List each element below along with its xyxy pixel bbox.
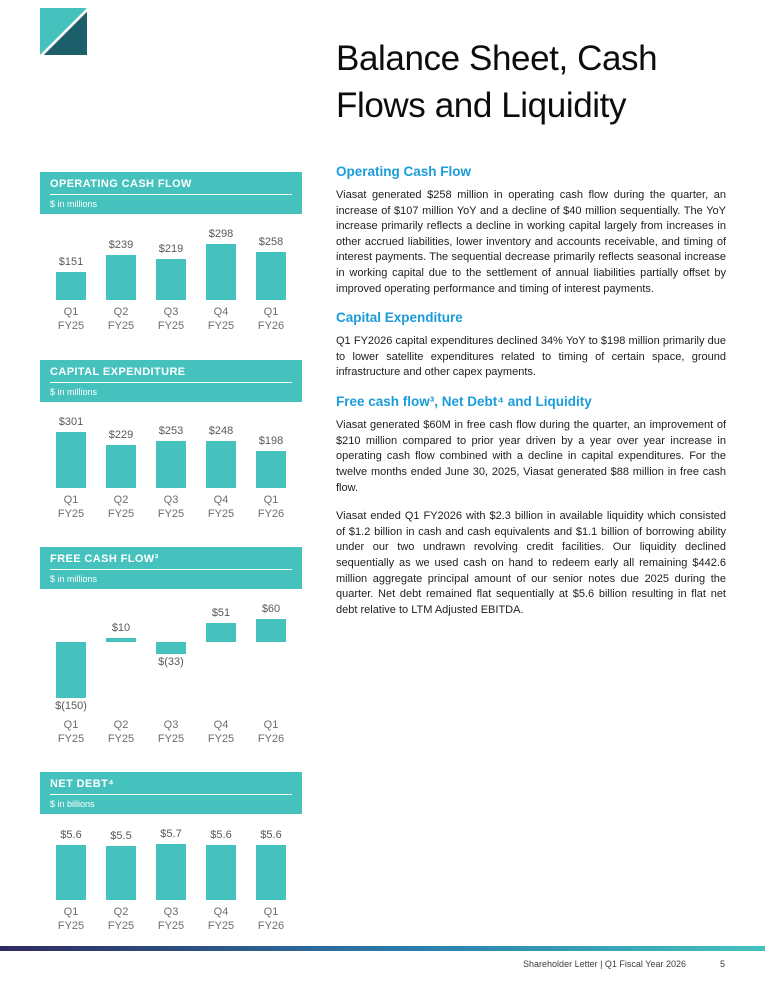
paragraph-liquidity: Viasat ended Q1 FY2026 with $2.3 billion in available liquidity which consisted of $1.2 billion in cash and cash equivalents and $1.1 billion of borrowing ability under our two undrawn revolving credit facilities. Our liquidity declined sequentially as we used cash on hand to redeem early all remaining $442.6 million aggregate principal amount of our senior notes due 2025 during the quarter. Net debt remained flat sequentially at $5.6 billion resulting in flat net debt relative to LTM Adjusted EBITDA. (336, 510, 726, 616)
bar (256, 845, 286, 900)
bar-value-label: $60 (261, 603, 281, 616)
bar-value-label: $5.6 (260, 829, 282, 842)
x-axis-label: Q3 FY25 (157, 906, 185, 933)
x-axis-label: Q3 FY25 (157, 718, 185, 745)
bar-area (246, 228, 296, 300)
bar-area (196, 228, 246, 300)
bar-value-label: $248 (208, 425, 234, 438)
bar-column (46, 828, 96, 934)
bar (206, 441, 236, 487)
chart-plot (40, 416, 302, 522)
bar (156, 844, 186, 900)
footer-gradient-bar (0, 946, 765, 951)
chart-subtitle: $ in millions (50, 199, 98, 209)
chart-subtitle: $ in millions (50, 386, 98, 397)
bar-column (246, 416, 296, 522)
bar-column (146, 228, 196, 334)
bar-value-label: $239 (108, 239, 134, 252)
bar-area (196, 828, 246, 900)
bar-area (46, 228, 96, 300)
bar-column (46, 228, 96, 334)
bar (56, 432, 86, 488)
x-axis-label: Q4 FY25 (207, 718, 235, 745)
paragraph-capital-expenditure: Q1 FY2026 capital expenditures declined 34% YoY to $198 million primarily due to lower satellite expenditures related to timing of certain space, ground infrastructure and other capex payments. (336, 335, 726, 379)
bar-area (96, 228, 146, 300)
bar (56, 845, 86, 900)
chart-plot (40, 828, 302, 934)
bar (206, 244, 236, 300)
bar-value-label: $5.6 (60, 829, 82, 842)
chart-header (40, 547, 302, 589)
bar (206, 623, 236, 642)
bar-area (46, 603, 96, 712)
x-axis-label: Q1 FY26 (257, 306, 285, 333)
bar-column (46, 416, 96, 522)
chart-1 (40, 172, 302, 334)
bar (106, 445, 136, 488)
chart-title-underline (50, 569, 292, 570)
footer (523, 959, 725, 969)
bar-column (196, 416, 246, 522)
bar-column (96, 228, 146, 334)
bar-value-label: $298 (208, 228, 234, 240)
bar (106, 846, 136, 900)
bar (156, 441, 186, 488)
bar-column (246, 603, 296, 746)
bar (156, 259, 186, 300)
bar-column (246, 828, 296, 934)
x-axis-label: Q1 FY25 (57, 306, 85, 333)
chart-title: OPERATING CASH FLOW (50, 178, 192, 190)
bar-value-label: $151 (58, 255, 84, 268)
bar-area (196, 603, 246, 712)
x-axis-label: Q4 FY25 (207, 493, 235, 520)
chart-title-underline (50, 194, 292, 195)
page-title: Balance Sheet, Cash Flows and Liquidity (336, 39, 658, 125)
chart-subtitle: $ in billions (50, 799, 95, 810)
chart-title: NET DEBT⁴ (50, 778, 115, 791)
page-number: 5 (719, 959, 725, 969)
x-axis-label: Q1 FY25 (57, 906, 85, 933)
x-axis-label: Q3 FY25 (157, 306, 185, 333)
bar-area (146, 228, 196, 300)
bar-value-label: $301 (58, 415, 84, 428)
chart-title: CAPITAL EXPENDITURE (50, 365, 186, 378)
bar-column (196, 228, 246, 334)
footer-text: Shareholder Letter | Q1 Fiscal Year 2026 (523, 959, 686, 969)
bar-column (246, 228, 296, 334)
x-axis-label: Q1 FY26 (257, 906, 285, 933)
chart-plot (40, 228, 302, 334)
bar-area (146, 603, 196, 712)
bar-value-label: $229 (108, 429, 134, 441)
bar-value-label: $5.6 (210, 829, 232, 842)
bar-area (196, 416, 246, 488)
x-axis-label: Q2 FY25 (107, 718, 135, 745)
bar-column (46, 603, 96, 746)
bar-area (46, 828, 96, 900)
bar-value-label: $5.5 (110, 830, 132, 843)
bar-value-label: $258 (258, 235, 284, 248)
bar-value-label: $5.7 (160, 828, 182, 841)
chart-title-underline (50, 794, 292, 795)
bar-column (96, 828, 146, 934)
bar-value-label: $51 (211, 606, 231, 619)
paragraph-operating-cash-flow: Viasat generated $258 million in operating cash flow during the quarter, an increase of $107 million YoY and a decline of $40 million sequentially. The YoY increase primarily reflects a decline in working capital largely from increases in other accrued liabilities, lower inventory and accounts receivable, and timing of interest payments. The sequential decrease primarily reflects seasonal increase in working capital due to the settlement of annual liabilities partially offset by improved operating performance and timing of interest payments. (336, 189, 726, 295)
bar-area (246, 603, 296, 712)
bar-area (146, 828, 196, 900)
bar (156, 642, 186, 654)
bar (106, 638, 136, 642)
bar-column (146, 603, 196, 746)
bar-area (246, 416, 296, 488)
bar-area (96, 416, 146, 488)
section-heading-operating-cash-flow: Operating Cash Flow (336, 164, 472, 179)
bar-area (96, 828, 146, 900)
paragraph-free-cash-flow: Viasat generated $60M in free cash flow during the quarter, an improvement of $210 million compared to prior year driven by a year over year increase in operating cash flow combined with a decline in capital expenditures. For the twelve months ended June 30, 2025, Viasat generated $88 million in free cash flow. (336, 419, 726, 494)
bar-column (96, 603, 146, 746)
bar-area (146, 416, 196, 488)
section-heading-capital-expenditure: Capital Expenditure (336, 310, 463, 326)
bar (206, 845, 236, 900)
bar (256, 619, 286, 641)
x-axis-label: Q1 FY25 (57, 493, 85, 520)
chart-plot (40, 603, 302, 746)
chart-subtitle: $ in millions (50, 574, 98, 585)
bar (256, 451, 286, 488)
content-column (336, 158, 726, 631)
chart-header (40, 772, 302, 814)
bar-area (246, 828, 296, 900)
bar-column (196, 828, 246, 934)
bar-value-label: $219 (158, 242, 184, 255)
bar (56, 272, 86, 300)
x-axis-label: Q1 FY25 (57, 718, 85, 745)
bar-value-label: $253 (158, 424, 184, 437)
bar (56, 642, 86, 698)
bar-area (46, 416, 96, 488)
section-heading-fcf-netdebt-liquidity: Free cash flow³, Net Debt⁴ and Liquidity (336, 394, 592, 410)
bar-value-label: $(33) (158, 655, 184, 668)
x-axis-label: Q3 FY25 (157, 493, 185, 520)
bar-value-label: $(150) (55, 699, 87, 712)
x-axis-label: Q4 FY25 (207, 906, 235, 933)
chart-3 (40, 547, 302, 746)
bar-column (96, 416, 146, 522)
x-axis-label: Q2 FY25 (107, 906, 135, 933)
bar (106, 255, 136, 300)
viasat-logo (40, 8, 87, 55)
chart-4 (40, 772, 302, 934)
bar-value-label: $198 (258, 434, 284, 447)
x-axis-label: Q1 FY26 (257, 493, 285, 520)
bar-value-label: $10 (111, 621, 131, 634)
chart-title-underline (50, 382, 292, 383)
bar (256, 252, 286, 300)
chart-header (40, 360, 302, 402)
chart-title: FREE CASH FLOW³ (50, 553, 159, 566)
x-axis-label: Q2 FY25 (107, 493, 135, 520)
x-axis-label: Q4 FY25 (207, 306, 235, 333)
bar-area (96, 603, 146, 712)
bar-column (146, 416, 196, 522)
chart-2 (40, 360, 302, 522)
x-axis-label: Q2 FY25 (107, 306, 135, 333)
charts-column (40, 172, 302, 960)
chart-header (40, 172, 302, 214)
bar-column (146, 828, 196, 934)
x-axis-label: Q1 FY26 (257, 718, 285, 745)
bar-column (196, 603, 246, 746)
